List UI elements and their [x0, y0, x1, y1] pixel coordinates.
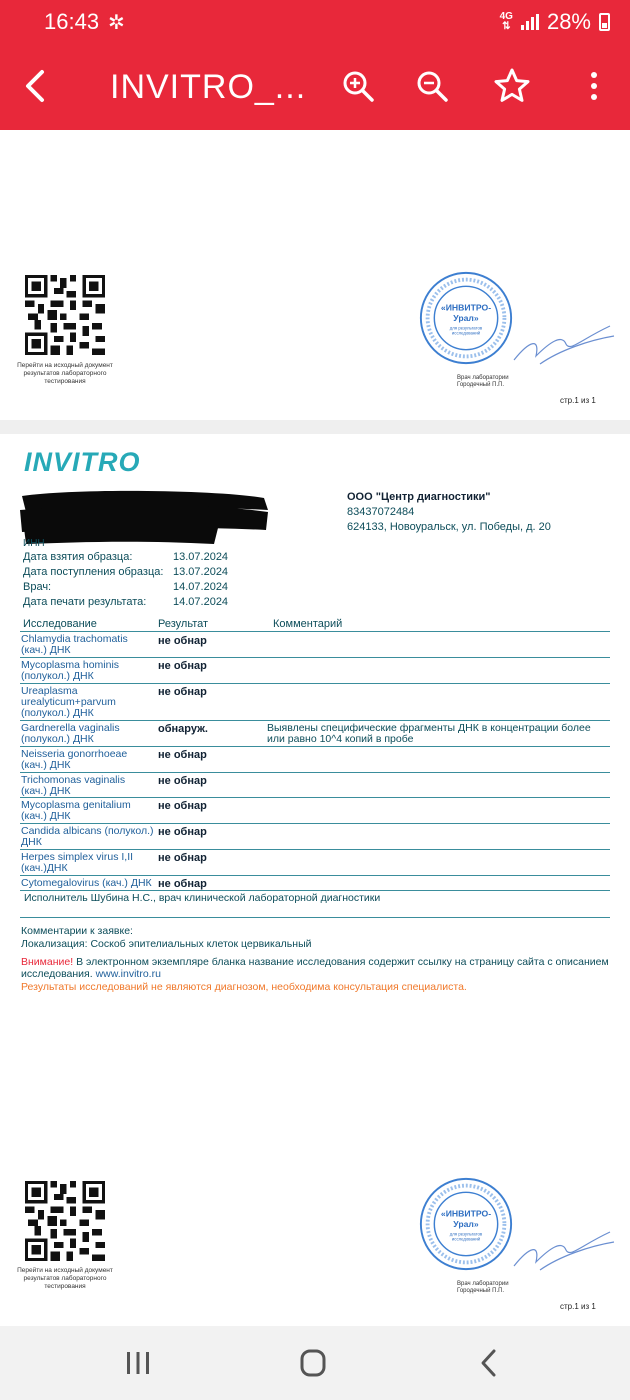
- back-nav-icon[interactable]: [470, 1346, 510, 1380]
- lab-name: ООО "Центр диагностики": [347, 491, 491, 503]
- zoom-in-icon[interactable]: [338, 66, 378, 106]
- meta-value: 14.07.2024: [173, 581, 229, 593]
- attention-word: Внимание!: [21, 956, 74, 968]
- study-name[interactable]: Candida albicans (полукол.) ДНК: [21, 825, 154, 848]
- row-divider: [20, 657, 610, 658]
- recent-apps-icon[interactable]: [118, 1346, 158, 1380]
- lab-stamp: [418, 270, 514, 366]
- signature: [510, 320, 615, 370]
- signal-icon: [521, 14, 539, 30]
- result-value: не обнар: [158, 686, 207, 698]
- result-value: не обнар: [158, 852, 207, 864]
- qr-code[interactable]: [25, 1181, 105, 1261]
- result-value: не обнар: [158, 660, 207, 672]
- svg-text:исследований: исследований: [451, 330, 481, 336]
- home-icon[interactable]: [293, 1346, 333, 1380]
- meta-label: Дата печати результата:: [23, 596, 147, 608]
- meta-label: Дата поступления образца:: [23, 566, 164, 578]
- header-result: Результат: [158, 618, 209, 630]
- meta-value: 13.07.2024: [173, 551, 229, 563]
- svg-text:«ИНВИТРО-: «ИНВИТРО-: [440, 1208, 492, 1219]
- svg-text:для результатов: для результатов: [449, 1231, 483, 1237]
- svg-text:Урал»: Урал»: [453, 1218, 479, 1229]
- study-name[interactable]: Gardnerella vaginalis (полукол.) ДНК: [21, 722, 120, 745]
- localization: Локализация: Соскоб эпителиальных клеток цервикальный: [21, 938, 312, 950]
- svg-text:«ИНВИТРО-: «ИНВИТРО-: [440, 302, 492, 313]
- qr-caption: Перейти на исходный документ результатов лабораторного тестирования: [17, 362, 113, 385]
- svg-text:для результатов: для результатов: [449, 325, 483, 331]
- meta-value: 14.07.2024: [173, 596, 229, 608]
- result-value: не обнар: [158, 749, 207, 761]
- section-divider: [20, 917, 610, 918]
- row-divider: [20, 683, 610, 684]
- meta-label: Врач:: [23, 581, 52, 593]
- result-value: не обнар: [158, 775, 207, 787]
- result-value: обнаруж.: [158, 723, 208, 735]
- row-divider: [20, 772, 610, 773]
- result-value: не обнар: [158, 878, 207, 890]
- row-divider: [20, 890, 610, 891]
- network-type-icon: 4G ⇅: [499, 11, 513, 32]
- study-name[interactable]: Mycoplasma genitalium (кач.) ДНК: [21, 799, 131, 822]
- study-name[interactable]: Herpes simplex virus I,II (кач.)ДНК: [21, 851, 134, 874]
- document-page-1: [0, 130, 630, 420]
- meta-value: 13.07.2024: [173, 566, 229, 578]
- disclaimer: Результаты исследований не являются диагнозом, необходима консультация специалиста.: [21, 981, 467, 993]
- battery-icon: [599, 13, 610, 31]
- svg-text:Урал»: Урал»: [453, 312, 479, 323]
- document-title: INVITRO_...: [110, 68, 307, 106]
- meta-label: Дата взятия образца:: [23, 551, 133, 563]
- svg-text:исследований: исследований: [451, 1236, 481, 1242]
- comments-title: Комментарии к заявке:: [21, 925, 133, 937]
- row-divider: [20, 720, 610, 721]
- app-bar: [0, 44, 630, 130]
- row-divider: [20, 823, 610, 824]
- zoom-out-icon[interactable]: [412, 66, 452, 106]
- executor: Исполнитель Шубина Н.С., врач клинической лабораторной диагностики: [24, 892, 381, 904]
- page-number: стр.1 из 1: [560, 1302, 596, 1311]
- system-nav-bar: [0, 1326, 630, 1400]
- star-icon[interactable]: [492, 66, 532, 106]
- result-value: не обнар: [158, 800, 207, 812]
- site-link[interactable]: www.invitro.ru: [95, 968, 161, 980]
- row-divider: [20, 849, 610, 850]
- result-comment: Выявлены специфические фрагменты ДНК в концентрации более или равно 10^4 копий в пробе: [267, 722, 591, 745]
- clock: 16:43: [44, 9, 100, 34]
- study-name[interactable]: Cytomegalovirus (кач.) ДНК: [21, 877, 152, 889]
- study-name[interactable]: Mycoplasma hominis (полукол.) ДНК: [21, 659, 120, 682]
- study-name[interactable]: Trichomonas vaginalis (кач.) ДНК: [21, 774, 126, 797]
- notification-icon: ✲: [108, 12, 125, 34]
- row-divider: [20, 797, 610, 798]
- lab-address: 624133, Новоуральск, ул. Победы, д. 20: [347, 521, 551, 533]
- status-bar: [0, 0, 630, 44]
- lab-phone: 83437072484: [347, 506, 415, 518]
- study-name[interactable]: Chlamydia trachomatis (кач.) ДНК: [21, 633, 128, 656]
- signer-caption: Врач лаборатории Городечный П.П.: [457, 375, 509, 388]
- signature: [510, 1226, 615, 1276]
- more-options-icon[interactable]: [574, 66, 614, 106]
- study-name[interactable]: Neisseria gonorrhoeae (кач.) ДНК: [21, 748, 128, 771]
- invitro-logo: INVITRO: [24, 447, 141, 477]
- signer-caption: Врач лаборатории Городечный П.П.: [457, 1281, 509, 1294]
- row-divider: [20, 746, 610, 747]
- qr-code[interactable]: [25, 275, 105, 355]
- battery-percent: 28%: [546, 9, 591, 34]
- lab-stamp: [418, 1176, 514, 1272]
- back-arrow-icon[interactable]: [18, 66, 58, 106]
- inn-label: ИНН: [23, 538, 45, 549]
- result-value: не обнар: [158, 635, 207, 647]
- result-value: не обнар: [158, 826, 207, 838]
- status-right: [500, 9, 610, 35]
- attention-note: Внимание! В электронном экземпляре бланка название исследования содержит ссылку на страницу сайта с описанием исследования. www.invitro.ru: [21, 956, 609, 980]
- qr-caption: Перейти на исходный документ результатов лабораторного тестирования: [17, 1267, 113, 1290]
- row-divider: [20, 875, 610, 876]
- redacted-patient-info: [18, 488, 270, 548]
- row-divider: [20, 631, 610, 632]
- header-study: Исследование: [23, 618, 97, 630]
- page-number: стр.1 из 1: [560, 396, 596, 405]
- header-comment: Комментарий: [273, 618, 343, 630]
- study-name[interactable]: Ureaplasma urealyticum+parvum (полукол.) ДНК: [21, 685, 116, 719]
